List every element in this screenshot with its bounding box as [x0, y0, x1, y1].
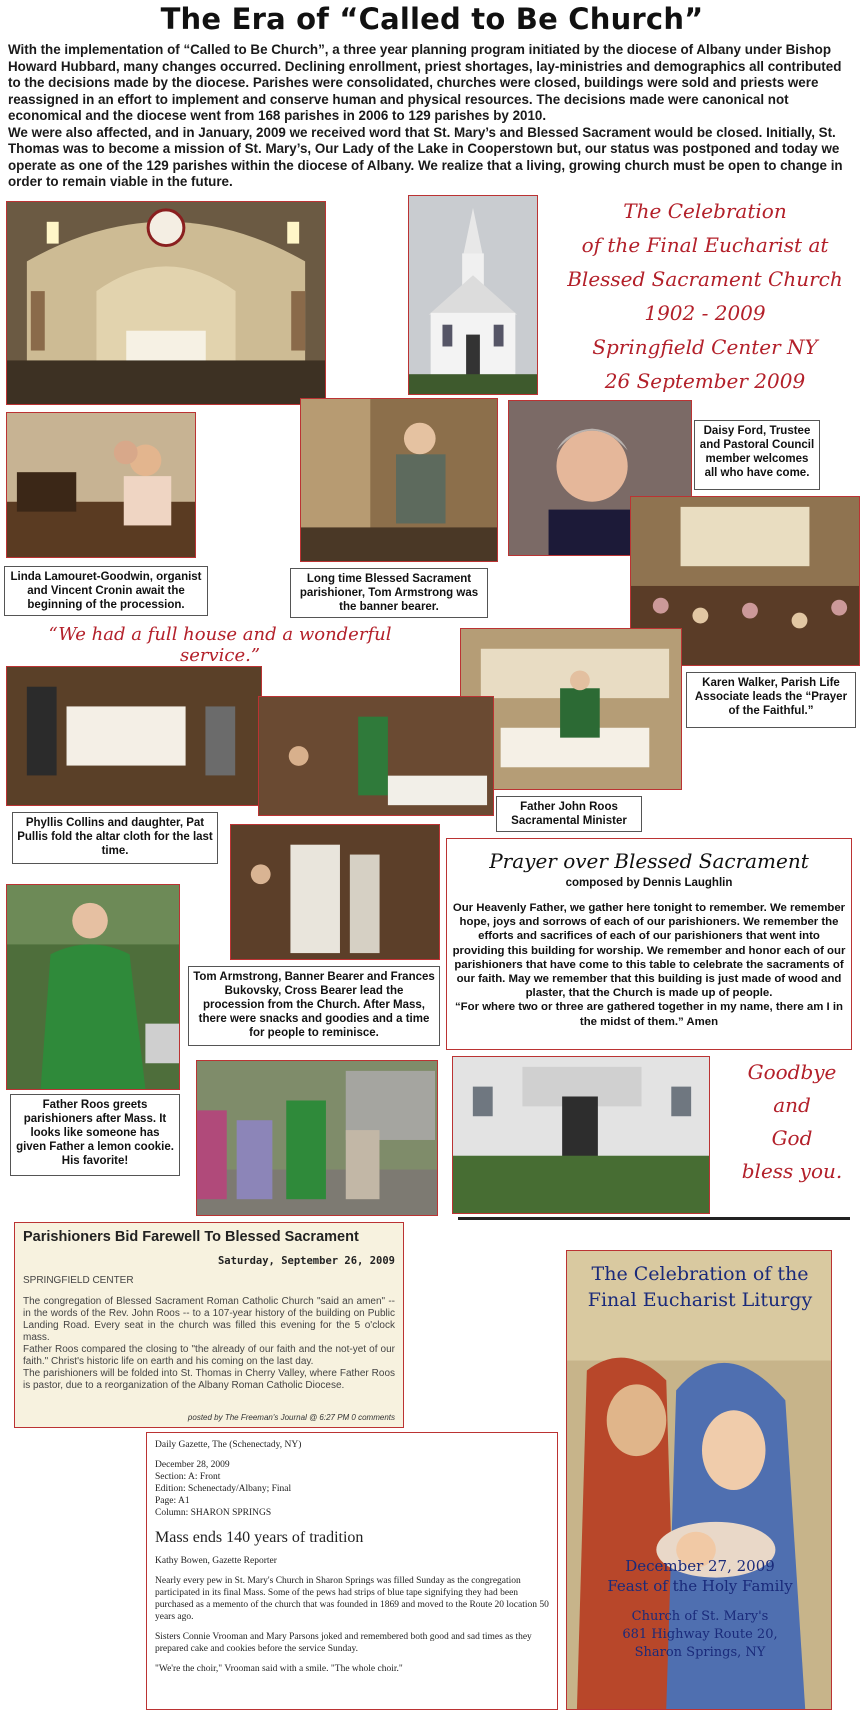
poster-feast: Feast of the Holy Family	[607, 1577, 793, 1595]
goodbye-line-1: Goodbye	[747, 1060, 837, 1084]
caption-father-roos-greets: Father Roos greets parishioners after Mass. It looks like someone has given Father a lemon cookie. His favorite!	[10, 1094, 180, 1176]
news2-column: Column: SHARON SPRINGS	[155, 1508, 272, 1518]
news1-paragraph-1: The congregation of Blessed Sacrament Roman Catholic Church "said an amen" -- in the words of the Rev. John Roos -- to a 107-year history of the building on Public Landing Road. Every seat in the church was filled this evening for the 5 o'clock mass.	[23, 1296, 395, 1343]
news2-headline: Mass ends 140 years of tradition	[155, 1529, 364, 1546]
page-title: The Era of “Called to Be Church”	[160, 2, 704, 36]
news2-paragraph-2: Sisters Connie Vrooman and Mary Parsons joked and remembered both good and sad times as they prepared cake and cookies before the service Sunday.	[155, 1632, 532, 1654]
caption-tom-banner-bearer: Long time Blessed Sacrament parishioner, Tom Armstrong was the banner bearer.	[290, 568, 488, 618]
news2-source: Daily Gazette, The (Schenectady, NY)	[155, 1440, 302, 1450]
celebration-line-6: 26 September 2009	[604, 369, 806, 393]
poster-date: December 27, 2009	[625, 1557, 775, 1575]
caption-phyllis-collins: Phyllis Collins and daughter, Pat Pullis fold the altar cloth for the last time.	[12, 812, 218, 864]
caption-daisy-ford: Daisy Ford, Trustee and Pastoral Council member welcomes all who have come.	[694, 420, 820, 490]
poster-title-1: The Celebration of the	[591, 1263, 809, 1285]
news1-paragraph-3: The parishioners will be folded into St. Thomas in Cherry Valley, where Father Roos is pastor, due to a reorganization of the Albany Roman Catholic Diocese.	[23, 1368, 395, 1391]
celebration-line-3: Blessed Sacrament Church	[567, 267, 843, 291]
caption-organist: Linda Lamouret-Goodwin, organist and Vincent Cronin await the beginning of the procession.	[4, 566, 208, 616]
goodbye-line-4: bless you.	[741, 1159, 843, 1183]
poster-town: Sharon Springs, NY	[634, 1645, 766, 1660]
celebration-line-5: Springfield Center NY	[592, 335, 818, 359]
news2-paragraph-3: "We're the choir," Vrooman said with a smile. "The whole choir."	[155, 1664, 403, 1674]
photo-altar-cloth	[6, 666, 262, 806]
news2-paragraph-1: Nearly every pew in St. Mary's Church in Sharon Springs was filled Sunday as the congregation participated in its final Mass. Some of the pews had strips of blue tape signifying they had been purchased as a memento of the church that was founded in 1869 and moved to the Route 20 location 50 years ago.	[155, 1576, 549, 1622]
photo-tom-armstrong	[300, 398, 498, 562]
intro-paragraph-1: With the implementation of “Called to Be Church”, a three year planning program initiated by the diocese of Albany under Bishop Howard Hubbard, many changes occurred. Declining enrollment, priest shortages, lay-ministries and demographics all contributed to the decisions made by the diocese. Parishes were consolidated, churches were closed, buildings were sold and priests were reassigned in an effort to implement and conserve human and physical resources. The decisions made were canonical not economical and the diocese went from 168 parishes in 2006 to 129 parishes by 2010.	[8, 42, 842, 123]
prayer-verse: “For where two or three are gathered together in my name, there am I in the midst of them.” Amen	[454, 1001, 843, 1028]
intro-paragraph-2: We were also affected, and in January, 2009 we received word that St. Mary’s and Blessed Sacrament would be closed. Initially, St. Thomas was to become a mission of St. Mary’s, Our Lady of the Lake in Cooperstown but, our status was postponed and today we operate as one of the 129 parishes within the diocese of Albany. We realize that a living, growing church must be open to change in order to remain viable in the future.	[8, 124, 843, 189]
photo-organist	[6, 412, 196, 558]
photo-church-interior	[6, 201, 326, 405]
quote-full-house: “We had a full house and a wonderful service.”	[48, 624, 392, 666]
celebration-line-4: 1902 - 2009	[644, 301, 766, 325]
photo-outdoor-greeting	[196, 1060, 438, 1216]
news2-meta	[155, 1439, 549, 1519]
news1-paragraph-2: Father Roos compared the closing to "the already of our faith and the not-yet of our faith." Christ's historic life on earth and his coming on the last day.	[23, 1344, 395, 1367]
photo-church-exterior	[408, 195, 538, 395]
caption-father-john-roos: Father John Roos Sacramental Minister	[496, 796, 642, 832]
prayer-box	[446, 838, 852, 1050]
news-clipping-freemans-journal	[14, 1222, 404, 1428]
photo-banner-procession	[230, 824, 440, 960]
photo-procession-center	[258, 696, 494, 816]
holy-family-poster	[566, 1250, 832, 1710]
news2-edition: Edition: Schenectady/Albany; Final	[155, 1484, 292, 1494]
intro-text	[8, 42, 856, 191]
news1-footer: posted by The Freeman's Journal @ 6:27 PM 0 comments	[187, 1413, 395, 1422]
poster-title-2: Final Eucharist Liturgy	[587, 1289, 813, 1311]
news1-headline: Parishioners Bid Farewell To Blessed Sacrament	[23, 1229, 359, 1245]
caption-karen-walker: Karen Walker, Parish Life Associate leads the “Prayer of the Faithful.”	[686, 672, 856, 728]
goodbye-line-2: and	[773, 1093, 811, 1117]
news2-author: Kathy Bowen, Gazette Reporter	[155, 1556, 277, 1566]
photo-father-roos	[6, 884, 180, 1090]
news1-date: Saturday, September 26, 2009	[217, 1255, 395, 1267]
news1-body	[23, 1296, 395, 1392]
news1-dateline: SPRINGFIELD CENTER	[23, 1275, 134, 1286]
news2-date: December 28, 2009	[155, 1460, 230, 1470]
goodbye-message	[732, 1056, 852, 1188]
news2-section: Section: A: Front	[155, 1472, 221, 1482]
poster-address: 681 Highway Route 20,	[622, 1627, 778, 1642]
prayer-byline: composed by Dennis Laughlin	[565, 877, 733, 889]
celebration-line-2: of the Final Eucharist at	[581, 233, 829, 257]
divider-rule	[458, 1217, 850, 1220]
photo-church-doorway	[452, 1056, 710, 1214]
news2-page: Page: A1	[155, 1496, 190, 1506]
news-clipping-daily-gazette	[146, 1432, 558, 1710]
celebration-line-1: The Celebration	[623, 199, 787, 223]
goodbye-line-3: God	[771, 1126, 813, 1150]
celebration-heading	[560, 194, 850, 398]
prayer-title: Prayer over Blessed Sacrament	[489, 849, 809, 873]
prayer-body	[451, 901, 847, 1029]
prayer-text: Our Heavenly Father, we gather here tonight to remember. We remember hope, joys and sorrows of each of our parishioners. We remember the efforts and sacrifices of each of our parishioners that went into providing this building for worship. We remember and honor each of our parishioners that have come to this table to celebrate the sacraments of our faith. May we remember that this building is just made of wood and plaster, that the Church is made up of people.	[452, 902, 846, 1000]
poster-church: Church of St. Mary's	[631, 1609, 769, 1624]
caption-tom-and-frances: Tom Armstrong, Banner Bearer and Frances Bukovsky, Cross Bearer lead the procession from the Church. After Mass, there were snacks and goodies and a time for people to reminisce.	[188, 966, 440, 1046]
